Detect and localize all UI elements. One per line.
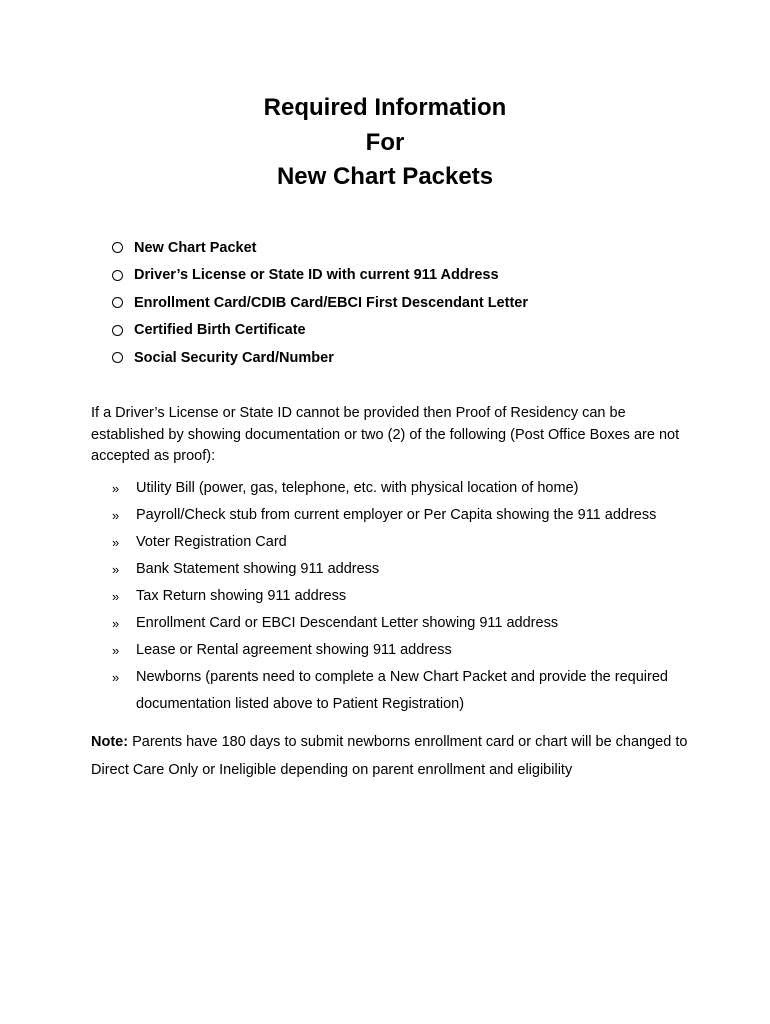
double-chevron-icon: » (112, 562, 120, 577)
list-item-text: Utility Bill (power, gas, telephone, etc. with physical location of home) (136, 480, 579, 496)
circle-bullet-icon (112, 297, 123, 308)
checklist-item (112, 289, 528, 317)
checklist-item-label: New Chart Packet (134, 239, 257, 256)
list-item-text: Bank Statement showing 911 address (136, 561, 380, 577)
checklist-item (112, 262, 528, 290)
list-item (112, 475, 696, 502)
checklist-item-label: Certified Birth Certificate (134, 322, 306, 339)
circle-bullet-icon (112, 325, 123, 336)
proof-of-residency-paragraph: If a Driver’s License or State ID cannot be provided then Proof of Residency can be established by showing documentation or two (2) of the following (Post Office Boxes are not accepted as proof): (91, 405, 680, 464)
title-line-1: Required Information (263, 94, 507, 121)
page-title (0, 91, 770, 195)
double-chevron-icon: » (112, 481, 120, 496)
list-item-text: Enrollment Card or EBCI Descendant Letter showing 911 address (136, 615, 559, 631)
title-line-3: New Chart Packets (276, 163, 494, 190)
note-label: Note: (91, 734, 129, 750)
checklist-item-label: Social Security Card/Number (134, 349, 334, 366)
required-items-checklist (112, 234, 528, 372)
list-item-text: Lease or Rental agreement showing 911 address (136, 642, 452, 658)
list-item (112, 637, 696, 664)
list-item (112, 664, 696, 718)
list-item-text: Tax Return showing 911 address (136, 588, 347, 604)
list-item (112, 583, 696, 610)
title-line-2: For (365, 128, 405, 156)
list-item-text: Payroll/Check stub from current employer or Per Capita showing the 911 address (136, 507, 657, 523)
list-item (112, 610, 696, 637)
circle-bullet-icon (112, 270, 123, 281)
note-paragraph (91, 728, 711, 784)
checklist-item-label: Enrollment Card/CDIB Card/EBCI First Descendant Letter (134, 294, 528, 311)
list-item (112, 502, 696, 529)
double-chevron-icon: » (112, 643, 120, 658)
double-chevron-icon: » (112, 535, 120, 550)
double-chevron-icon: » (112, 508, 120, 523)
checklist-item (112, 344, 528, 372)
double-chevron-icon: » (112, 589, 120, 604)
list-item-text: Newborns (parents need to complete a New Chart Packet and provide the required documentation listed above to Patient Registration) (136, 669, 668, 712)
note-text: Parents have 180 days to submit newborns enrollment card or chart will be changed to Direct Care Only or Ineligible depending on parent enrollment and eligibility (91, 734, 688, 778)
list-item (112, 556, 696, 583)
checklist-item (112, 234, 528, 262)
proof-of-residency-list (112, 475, 696, 718)
checklist-item-label: Driver’s License or State ID with current 911 Address (134, 267, 499, 284)
double-chevron-icon: » (112, 616, 120, 631)
circle-bullet-icon (112, 242, 123, 253)
double-chevron-icon: » (112, 670, 120, 685)
circle-bullet-icon (112, 352, 123, 363)
checklist-item (112, 317, 528, 345)
list-item (112, 529, 696, 556)
list-item-text: Voter Registration Card (136, 534, 287, 550)
